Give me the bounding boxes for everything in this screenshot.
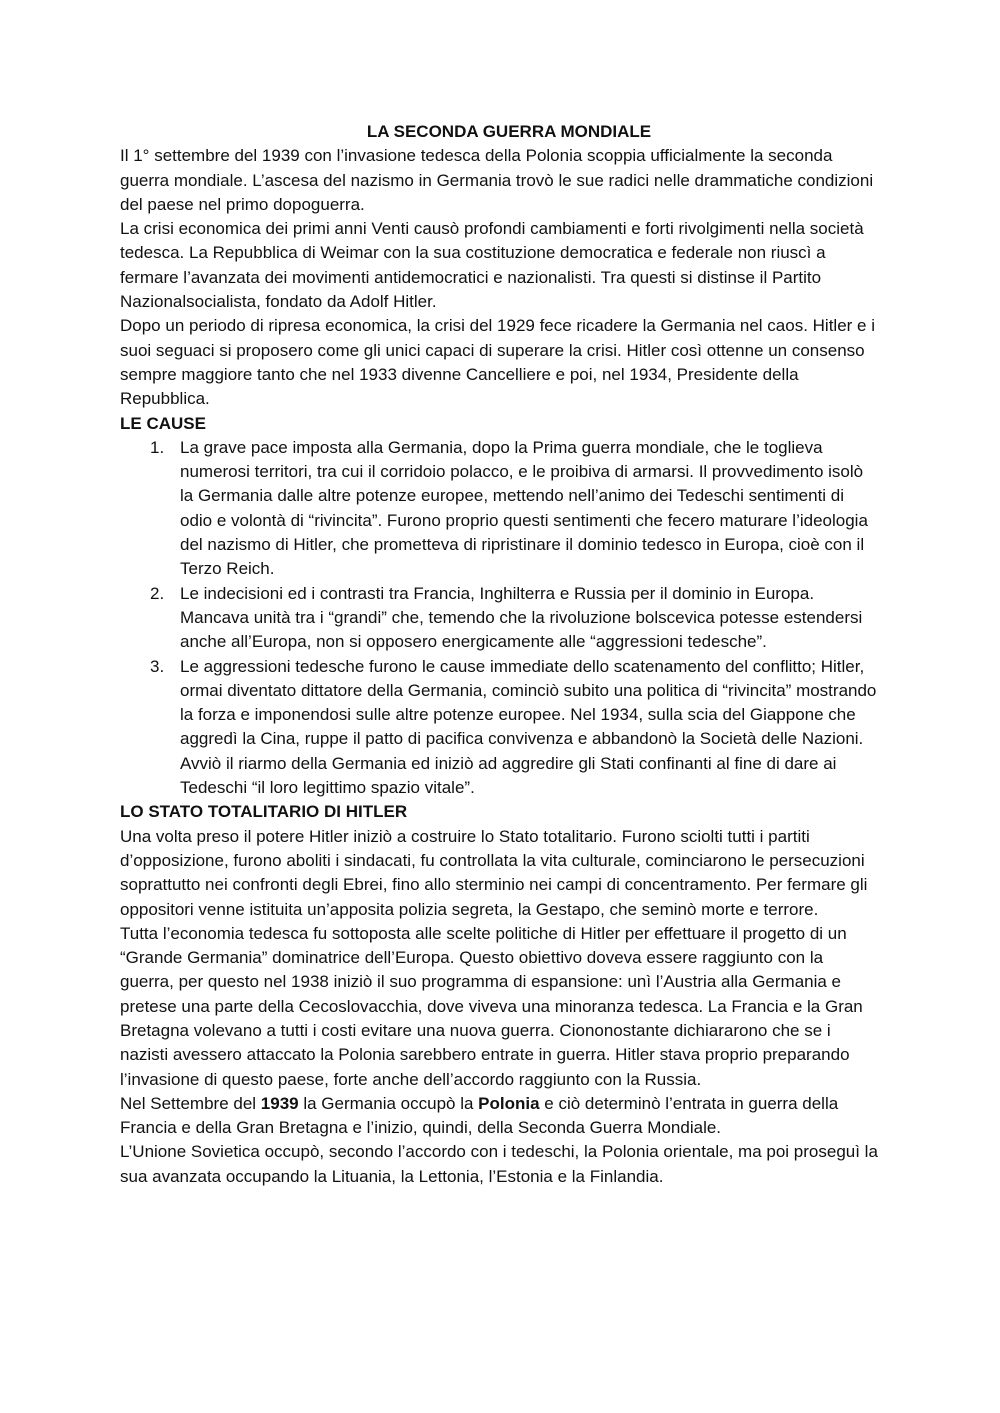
cause-number: 2. <box>150 583 165 603</box>
intro-paragraph: Dopo un periodo di ripresa economica, la crisi del 1929 fece ricadere la Germania nel caos. Hitler e i suoi seguaci si proposero come gli unici capaci di superare la crisi. Hitler così ottenne un consenso sempre maggiore tanto che nel 1933 divenne Cancelliere e poi, nel 1934, Presidente della Repubblica. <box>120 316 875 409</box>
intro-paragraph: Il 1° settembre del 1939 con l’invasione tedesca della Polonia scoppia ufficialmente la seconda guerra mondiale. L’ascesa del nazismo in Germania trovò le sue radici nelle drammatiche condizioni del paese nel primo dopoguerra. <box>120 146 874 214</box>
causes-list <box>120 436 880 800</box>
final-text: la Germania occupò la <box>298 1093 479 1113</box>
cause-text: La grave pace imposta alla Germania, dopo la Prima guerra mondiale, che le toglieva numerosi territori, tra cui il corridoio polacco, e le proibiva di armarsi. Il provvedimento isolò la Germania dalle altre potenze europee, mettendo nell’animo dei Tedeschi sentimenti di odio e volontà di “rivincita”. Furono proprio questi sentimenti che fecero maturare l’ideologia del nazismo di Hitler, che prometteva di ripristinare il dominio tedesco in Europa, cioè con il Terzo Reich. <box>180 437 868 579</box>
cause-number: 3. <box>150 656 165 676</box>
totalitarian-paragraph: Una volta preso il potere Hitler iniziò a costruire lo Stato totalitario. Furono sciolti tutti i partiti d’opposizione, furono aboliti i sindacati, fu controllata la vita culturale, cominciarono le persecuzioni soprattutto nei confronti degli Ebrei, fino allo sterminio nei campi di concentramento. Per fermare gli oppositori venne istituita un’apposita polizia segreta, la Gestapo, che seminò morte e terrore. <box>120 826 868 919</box>
final-text: Nel Settembre del <box>120 1093 261 1113</box>
final-country: Polonia <box>478 1093 540 1113</box>
final-paragraph <box>120 1092 880 1141</box>
cause-item <box>120 436 880 582</box>
totalitarian-heading: LO STATO TOTALITARIO DI HITLER <box>120 802 408 822</box>
final-paragraph: L’Unione Sovietica occupò, secondo l’accordo con i tedeschi, la Polonia orientale, ma poi proseguì la sua avanzata occupando la Lituania, la Lettonia, l’Estonia e la Finlandia. <box>120 1142 878 1186</box>
intro-paragraph: La crisi economica dei primi anni Venti causò profondi cambiamenti e forti rivolgimenti nella società tedesca. La Repubblica di Weimar con la sua costituzione democratica e federale non riuscì a fermare l’avanzata dei movimenti antidemocratici e nazionalisti. Tra questi si distinse il Partito Nazionalsocialista, fondato da Adolf Hitler. <box>120 219 864 312</box>
causes-heading: LE CAUSE <box>120 413 206 433</box>
totalitarian-paragraph: Tutta l’economia tedesca fu sottoposta alle scelte politiche di Hitler per effettuare il progetto di un “Grande Germania” dominatrice dell’Europa. Questo obiettivo doveva essere raggiunto con la guerra, per questo nel 1938 iniziò il suo programma di espansione: unì l’Austria alla Germania e pretese una parte della Cecoslovacchia, dove viveva una minoranza tedesca. La Francia e la Gran Bretagna volevano a tutti i costi evitare una nuova guerra. Ciononostante dichiararono che se i nazisti avessero attaccato la Polonia sarebbero entrate in guerra. Hitler stava proprio preparando l’invasione di questo paese, forte anche dell’accordo raggiunto con la Russia. <box>120 923 863 1089</box>
cause-text: Le indecisioni ed i contrasti tra Francia, Inghilterra e Russia per il dominio in Europa. Mancava unità tra i “grandi” che, temendo che la rivoluzione bolscevica potesse estendersi anche all’Europa, non si opposero energicamente alle “aggressioni tedesche”. <box>180 583 863 652</box>
cause-item <box>120 655 880 801</box>
cause-number: 1. <box>150 437 165 457</box>
document-page <box>120 120 880 1189</box>
cause-item <box>120 582 880 655</box>
document-title: LA SECONDA GUERRA MONDIALE <box>366 122 652 141</box>
final-year: 1939 <box>260 1093 299 1113</box>
cause-text: Le aggressioni tedesche furono le cause immediate dello scatenamento del conflitto; Hitler, ormai diventato dittatore della Germania, cominciò subito una politica di “rivincita” mostrando la forza e imponendosi sulle altre potenze europee. Nel 1934, sulla scia del Giappone che aggredì la Cina, ruppe il patto di pacifica convivenza e abbandonò la Società delle Nazioni. Avviò il riarmo della Germania ed iniziò ad aggredire gli Stati confinanti al fine di dare ai Tedeschi “il loro legittimo spazio vitale”. <box>180 656 877 798</box>
final-text: e ciò determinò l’entrata in guerra della Francia e della Gran Bretagna e l’inizio, quindi, della Seconda Guerra Mondiale. <box>120 1093 839 1138</box>
